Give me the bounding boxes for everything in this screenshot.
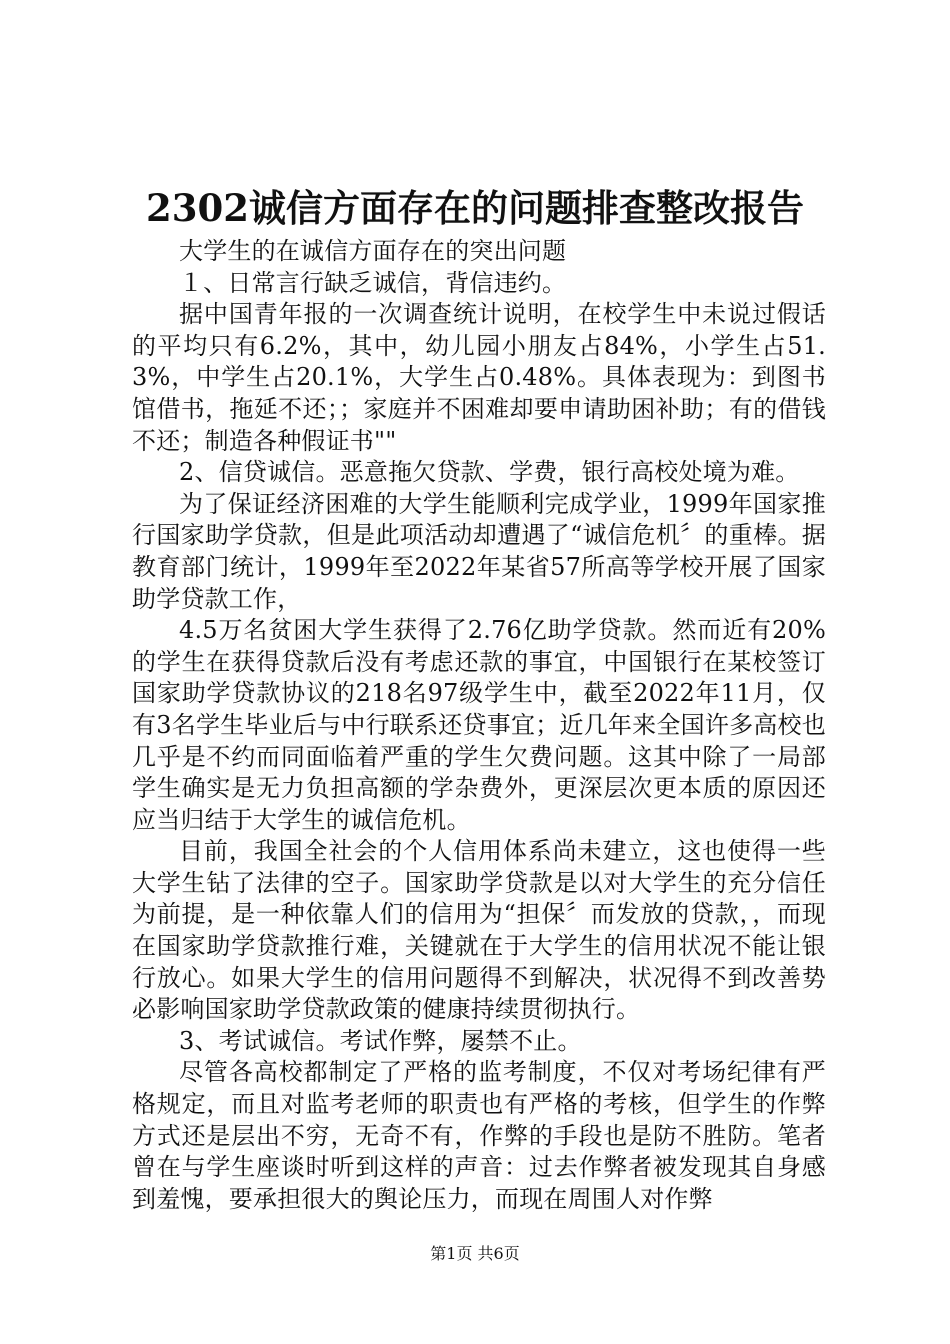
paragraph: 为了保证经济困难的大学生能顺利完成学业，1999年国家推行国家助学贷款，但是此项活动却遭遇了“诚信危机〞的重棒。据教育部门统计，1999年至2022年某省57所高等学校开展了国家助学贷款工作， (132, 489, 826, 613)
paragraph-heading-2: 2、信贷诚信。恶意拖欠贷款、学费，银行高校处境为难。 (179, 458, 800, 487)
page-footer: 第1页 共6页 (430, 1244, 520, 1263)
paragraph: 尽管各高校都制定了严格的监考制度，不仅对考场纪律有严格规定，而且对监考老师的职责也有严格的考核，但学生的作弊方式还是层出不穷，无奇不有，作弊的手段也是防不胜防。笔者曾在与学生座谈时听到这样的声音：过去作弊者被发现其自身感到羞愧，要承担很大的舆论压力，而现在周围人对作弊 (132, 1058, 826, 1213)
paragraph-heading-3: 3、考试诚信。考试作弊，屡禁不止。 (179, 1026, 582, 1055)
paragraph-heading-1: １、日常言行缺乏诚信，背信违约。 (179, 268, 567, 297)
document-body (132, 236, 826, 1215)
document-title: 2302诚信方面存在的问题排查整改报告 (146, 186, 804, 230)
paragraph: 4.5万名贫困大学生获得了2.76亿助学贷款。然而近有20%的学生在获得贷款后没有考虑还款的事宜，中国银行在某校签订国家助学贷款协议的218名97级学生中，截至2022年11月，仅有3名学生毕业后与中行联系还贷事宜；近几年来全国许多高校也几乎是不约而同面临着严重的学生欠费问题。这其中除了一局部学生确实是无力负担高额的学杂费外，更深层次更本质的原因还应当归结于大学生的诚信危机。 (132, 616, 826, 834)
paragraph: 据中国青年报的一次调查统计说明，在校学生中未说过假话的平均只有6.2%，其中，幼儿园小朋友占84%，小学生占51.3%，中学生占20.1%，大学生占0.48%。具体表现为：到图书馆借书，拖延不还；；家庭并不困难却要申请助困补助；有的借钱不还；制造各种假证书"" (132, 300, 826, 455)
paragraph-intro: 大学生的在诚信方面存在的突出问题 (179, 237, 567, 265)
paragraph: 目前，我国全社会的个人信用体系尚未建立，这也使得一些大学生钻了法律的空子。国家助学贷款是以对大学生的充分信任为前提，是一种依靠人们的信用为“担保〞而发放的贷款，，而现在国家助学贷款推行难，关键就在于大学生的信用状况不能让银行放心。如果大学生的信用问题得不到解决，状况得不到改善势必影响国家助学贷款政策的健康持续贯彻执行。 (132, 837, 826, 1024)
